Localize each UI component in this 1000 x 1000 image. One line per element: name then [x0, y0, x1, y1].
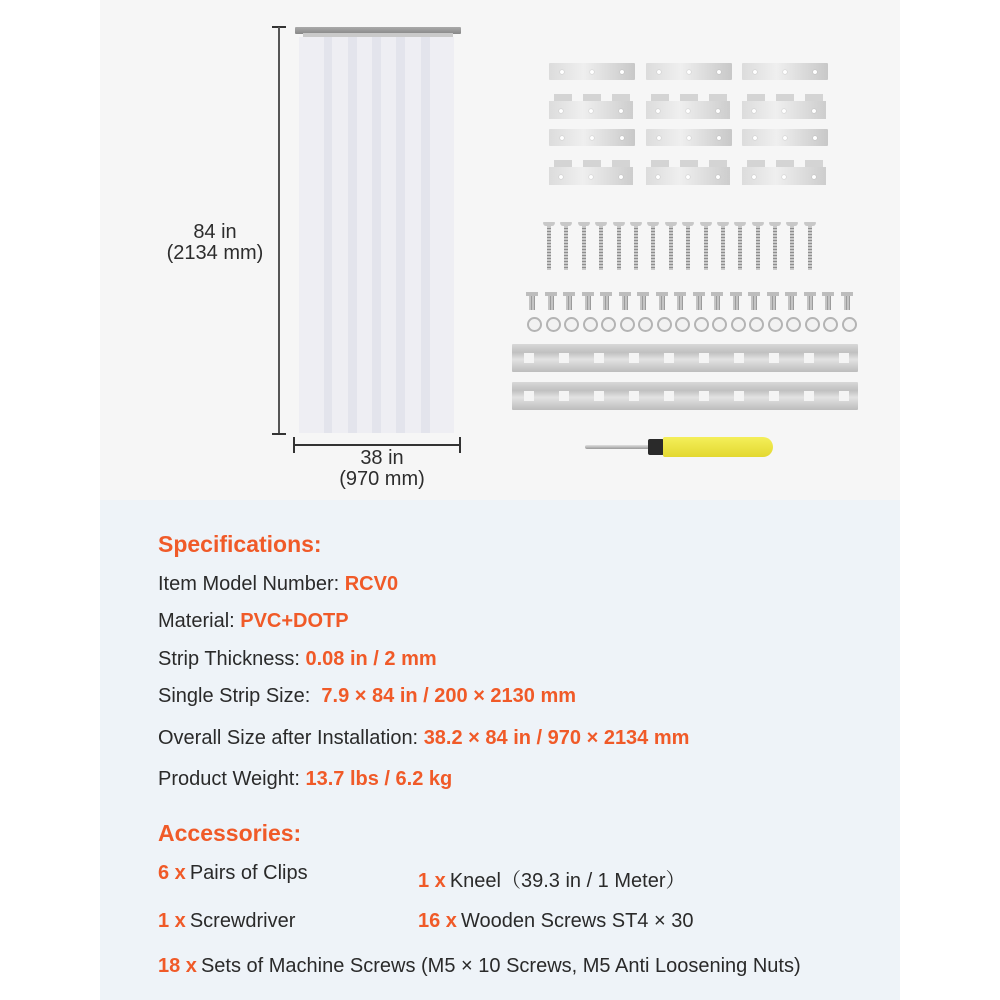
accessory-qty: 1 x: [418, 870, 446, 892]
height-dimension-tick-bottom: [272, 433, 286, 435]
machine-screw: [580, 292, 599, 314]
accessory-name: Pairs of Clips: [189, 862, 308, 884]
spec-value: 38.2 × 84 in / 970 × 2134 mm: [423, 727, 690, 749]
anti-loosening-nut: [561, 316, 580, 330]
machine-screw: [654, 292, 673, 314]
kneel-rail: [512, 344, 858, 372]
accessory-qty: 16 x: [418, 910, 457, 932]
accessories-title: Accessories:: [158, 820, 302, 846]
spec-label: Material:: [158, 610, 241, 632]
spec-value: 13.7 lbs / 6.2 kg: [305, 768, 453, 790]
wooden-screw: [663, 222, 680, 272]
width-dimension-line: [294, 444, 460, 446]
machine-screw: [672, 292, 691, 314]
machine-screw: [524, 292, 543, 314]
clip-plate: [549, 63, 635, 80]
anti-loosening-nut: [839, 316, 858, 330]
accessory-name: Sets of Machine Screws (M5 × 10 Screws, M5 Anti Loosening Nuts): [200, 955, 801, 977]
clip-tabbed: [742, 94, 826, 119]
wooden-screw: [802, 222, 819, 272]
height-label-in: 84 in: [193, 221, 237, 243]
clip-plate: [646, 129, 732, 146]
anti-loosening-nut: [580, 316, 599, 330]
wooden-screw: [698, 222, 715, 272]
anti-loosening-nut: [709, 316, 728, 330]
clip-tabbed: [646, 160, 730, 185]
spec-label: Product Weight:: [158, 768, 306, 790]
wooden-screw: [732, 222, 749, 272]
anti-loosening-nut: [524, 316, 543, 330]
machine-screw: [820, 292, 839, 314]
wooden-screw: [541, 222, 558, 272]
accessory-name: Kneel（39.3 in / 1 Meter）: [449, 870, 686, 892]
machine-screw: [561, 292, 580, 314]
screwdriver-shaft: [585, 445, 649, 449]
curtain-strip-overlap: [396, 37, 405, 433]
wooden-screw: [576, 222, 593, 272]
screwdriver-collar: [648, 439, 664, 455]
machine-screw: [598, 292, 617, 314]
kneel-rail: [512, 382, 858, 410]
curtain-strip: [332, 37, 348, 433]
curtain-strip-overlap: [372, 37, 381, 433]
clip-tabbed: [549, 160, 633, 185]
machine-screw: [746, 292, 765, 314]
spec-single-strip-size: [158, 685, 576, 708]
wooden-screw: [784, 222, 801, 272]
curtain-strip-overlap: [324, 37, 332, 433]
curtain-strip: [357, 37, 372, 433]
anti-loosening-nut: [820, 316, 839, 330]
spec-overall-size: [158, 727, 689, 750]
spec-value: RCV0: [344, 573, 399, 595]
spec-model-number: [158, 573, 398, 596]
screwdriver-handle: [663, 437, 773, 457]
anti-loosening-nut: [691, 316, 710, 330]
clip-plate: [742, 129, 828, 146]
machine-screw: [783, 292, 802, 314]
anti-loosening-nut: [783, 316, 802, 330]
width-label-in: 38 in: [360, 447, 404, 469]
anti-loosening-nut: [672, 316, 691, 330]
curtain-strip: [405, 37, 421, 433]
machine-screw: [617, 292, 636, 314]
width-dimension-tick-right: [459, 437, 461, 453]
machine-screws-group: [524, 292, 857, 314]
height-label-mm: (2134 mm): [166, 242, 264, 264]
accessory-screwdriver: [158, 910, 295, 933]
accessory-name: Screwdriver: [189, 910, 296, 932]
machine-screw: [728, 292, 747, 314]
wooden-screw: [628, 222, 645, 272]
anti-loosening-nut: [543, 316, 562, 330]
curtain-strip: [299, 37, 324, 433]
wooden-screw: [611, 222, 628, 272]
spec-label: Overall Size after Installation:: [158, 727, 424, 749]
spec-value: PVC+DOTP: [240, 610, 349, 632]
spec-strip-thickness: [158, 648, 437, 671]
spec-label: Strip Thickness:: [158, 648, 306, 670]
nuts-group: [524, 316, 857, 330]
accessory-qty: 18 x: [158, 955, 197, 977]
accessory-wooden-screws: [418, 910, 693, 933]
anti-loosening-nut: [654, 316, 673, 330]
spec-value: 7.9 × 84 in / 200 × 2130 mm: [321, 685, 577, 707]
product-info-panel: [100, 0, 900, 1000]
machine-screw: [691, 292, 710, 314]
anti-loosening-nut: [728, 316, 747, 330]
accessory-qty: 6 x: [158, 862, 186, 884]
width-label-mm: (970 mm): [339, 468, 425, 490]
clip-plate: [646, 63, 732, 80]
anti-loosening-nut: [635, 316, 654, 330]
wooden-screw: [715, 222, 732, 272]
accessory-qty: 1 x: [158, 910, 186, 932]
machine-screw: [543, 292, 562, 314]
wooden-screw: [750, 222, 767, 272]
spec-value: 0.08 in / 2 mm: [305, 648, 437, 670]
anti-loosening-nut: [598, 316, 617, 330]
clip-tabbed: [742, 160, 826, 185]
pvc-strip-curtain: [299, 37, 454, 433]
machine-screw: [765, 292, 784, 314]
anti-loosening-nut: [617, 316, 636, 330]
width-label: [317, 448, 447, 490]
accessory-clips: [158, 862, 308, 885]
machine-screw: [839, 292, 858, 314]
clip-tabbed: [646, 94, 730, 119]
anti-loosening-nut: [746, 316, 765, 330]
clip-tabbed: [549, 94, 633, 119]
clip-plate: [549, 129, 635, 146]
anti-loosening-nut: [765, 316, 784, 330]
accessory-name: Wooden Screws ST4 × 30: [460, 910, 694, 932]
curtain-strip: [381, 37, 396, 433]
specifications-area: [100, 500, 900, 1000]
curtain-strip: [430, 37, 454, 433]
wooden-screw: [680, 222, 697, 272]
specifications-title: Specifications:: [158, 531, 322, 557]
accessory-machine-screws: [158, 955, 801, 978]
accessory-kneel: [418, 864, 686, 893]
wooden-screw: [558, 222, 575, 272]
spec-label: Single Strip Size:: [158, 685, 322, 707]
machine-screw: [635, 292, 654, 314]
wooden-screw: [645, 222, 662, 272]
wooden-screw: [593, 222, 610, 272]
machine-screw: [802, 292, 821, 314]
height-label: [155, 222, 275, 264]
curtain-strip-overlap: [348, 37, 357, 433]
product-image-area: [100, 0, 900, 500]
anti-loosening-nut: [802, 316, 821, 330]
machine-screw: [709, 292, 728, 314]
curtain-strip-overlap: [421, 37, 430, 433]
clip-plate: [742, 63, 828, 80]
height-dimension-line: [278, 27, 280, 434]
spec-material: [158, 610, 349, 633]
spec-product-weight: [158, 768, 452, 791]
spec-label: Item Model Number:: [158, 573, 345, 595]
wooden-screw: [767, 222, 784, 272]
wooden-screws-group: [541, 222, 819, 272]
